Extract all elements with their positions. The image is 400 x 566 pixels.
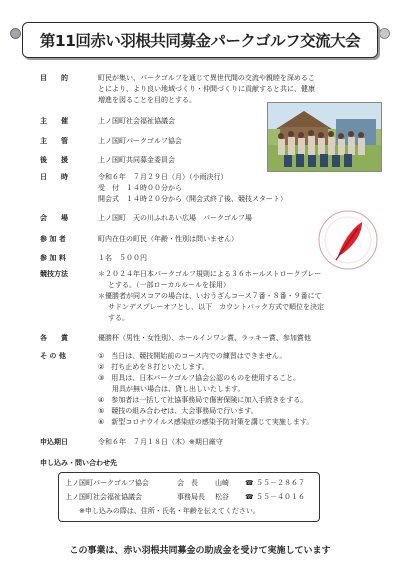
purpose-line: 町民が集い、パークゴルフを通じて異世代間の交流や親睦を深めるこ (98, 74, 315, 82)
red-feather-logo (316, 208, 380, 272)
contact-box (58, 472, 320, 522)
fee-label: 参 加 料 (40, 254, 66, 262)
venue-label: 会 場 (40, 214, 68, 222)
participants-label: 参 加 者 (40, 235, 66, 243)
footer-note: この事業は、赤い羽根共同募金の助成金を受けて実施しています (69, 546, 331, 556)
method-line: ＊優勝者が同スコアの場合は、いおうざんコース７番・８番・９番にて (98, 292, 322, 300)
datetime-label: 日 時 (40, 173, 68, 181)
datetime-section (0, 172, 400, 205)
contact-note: ※申し込みの際は、住所・氏名・年齢を伝えてください。 (79, 507, 260, 515)
fee-value: １名 ５００円 (98, 254, 147, 262)
organizer-value: 上ノ国町パークゴルフ協会 (98, 137, 182, 145)
contact-org: 上ノ国町社会福祉協議会 (65, 493, 142, 501)
other-section (0, 351, 400, 431)
contact-org: 上ノ国町パークゴルフ協会 (65, 479, 149, 487)
method-section (0, 269, 400, 325)
method-line: サドンデスプレーオフとし、以下 カウントバック方式で順位を決定 (108, 303, 324, 311)
list-item: ⑤ 競技の組み合わせは、大会事務局で行います。 (98, 407, 258, 415)
datetime-line: 令和６年 ７月２９日（月）（小雨決行） (98, 173, 228, 181)
purpose-line: とにより、より良い地域づくり・仲間づくりに貢献すると共に、健康 (98, 85, 315, 93)
support-label: 後 援 (40, 156, 68, 164)
contact-tel: ☎ ５５－４０１６ (245, 493, 305, 501)
datetime-line: 受 付 １４時００分から (98, 184, 182, 192)
deadline-value: 令和６年 ７月１８日（木）※期日厳守 (98, 438, 223, 446)
contact-row (65, 490, 313, 504)
list-item: ① 当日は、競技開始前のコース内での練習はできません。 (98, 352, 287, 360)
list-item: ⑥ 新型コロナウイルス感染症の感染予防対策を講じて実施します。 (98, 418, 314, 426)
list-item: ③ 用具は、日本パークゴルフ協会公認のものを使用すること。 (98, 374, 301, 382)
contact-row (65, 476, 313, 490)
apply-heading: 申し込み・問い合わせ先 (40, 459, 117, 467)
contact-name: 山崎 (215, 479, 229, 487)
other-label: そ の 他 (40, 352, 66, 360)
participants-photo (267, 102, 382, 172)
deadline-label: 申込期日 (40, 438, 68, 446)
sponsor-value: 上ノ国町社会福祉協議会 (98, 117, 175, 125)
contact-name: 松谷 (215, 493, 229, 501)
support-value: 上ノ国町共同募金委員会 (98, 156, 175, 164)
method-line: とする。（一部ローカルルールを採用） (108, 281, 231, 289)
organizer-label: 主 管 (40, 137, 68, 145)
list-item: 用具が無い場合は、貸し出しいたします。 (112, 385, 245, 393)
method-line: ＊２０２４年日本パークゴルフ規則による３６ホールストロークプレー (98, 270, 322, 278)
method-label: 競技方法 (40, 270, 68, 278)
contact-tel: ☎ ５５－２８６７ (245, 479, 305, 487)
sponsor-label: 主 催 (40, 117, 68, 125)
contact-role: 事務局長 (177, 493, 205, 501)
list-item: ② 打ち止めを８打といたします。 (98, 363, 209, 371)
prizes-label: 各 賞 (40, 334, 68, 342)
purpose-line: 増進を図ることを目的とする。 (98, 96, 196, 104)
list-item: ④ 参加者は一括して社協事務局で傷害保険に加入手続きをする。 (98, 396, 308, 404)
pin-right-icon (379, 28, 390, 39)
purpose-label: 目 的 (40, 74, 68, 82)
page-title: 第11回赤い羽根共同募金パークゴルフ交流大会 (22, 22, 378, 58)
venue-value: 上ノ国町 天の川ふれあい広場 パークゴルフ場 (98, 214, 252, 222)
participants-value: 町内在住の町民（年齢・性別は問いません） (98, 235, 238, 243)
method-line: する。 (108, 314, 129, 322)
prizes-value: 優勝杯（男性・女性別）、ホールインワン賞、ラッキー賞、参加賞他 (98, 334, 311, 342)
contact-role: 会 長 (177, 479, 198, 487)
datetime-line: 開会式 １４時２０分から（開会式終了後、競技スタート） (98, 195, 287, 203)
pin-left-icon (10, 28, 21, 39)
